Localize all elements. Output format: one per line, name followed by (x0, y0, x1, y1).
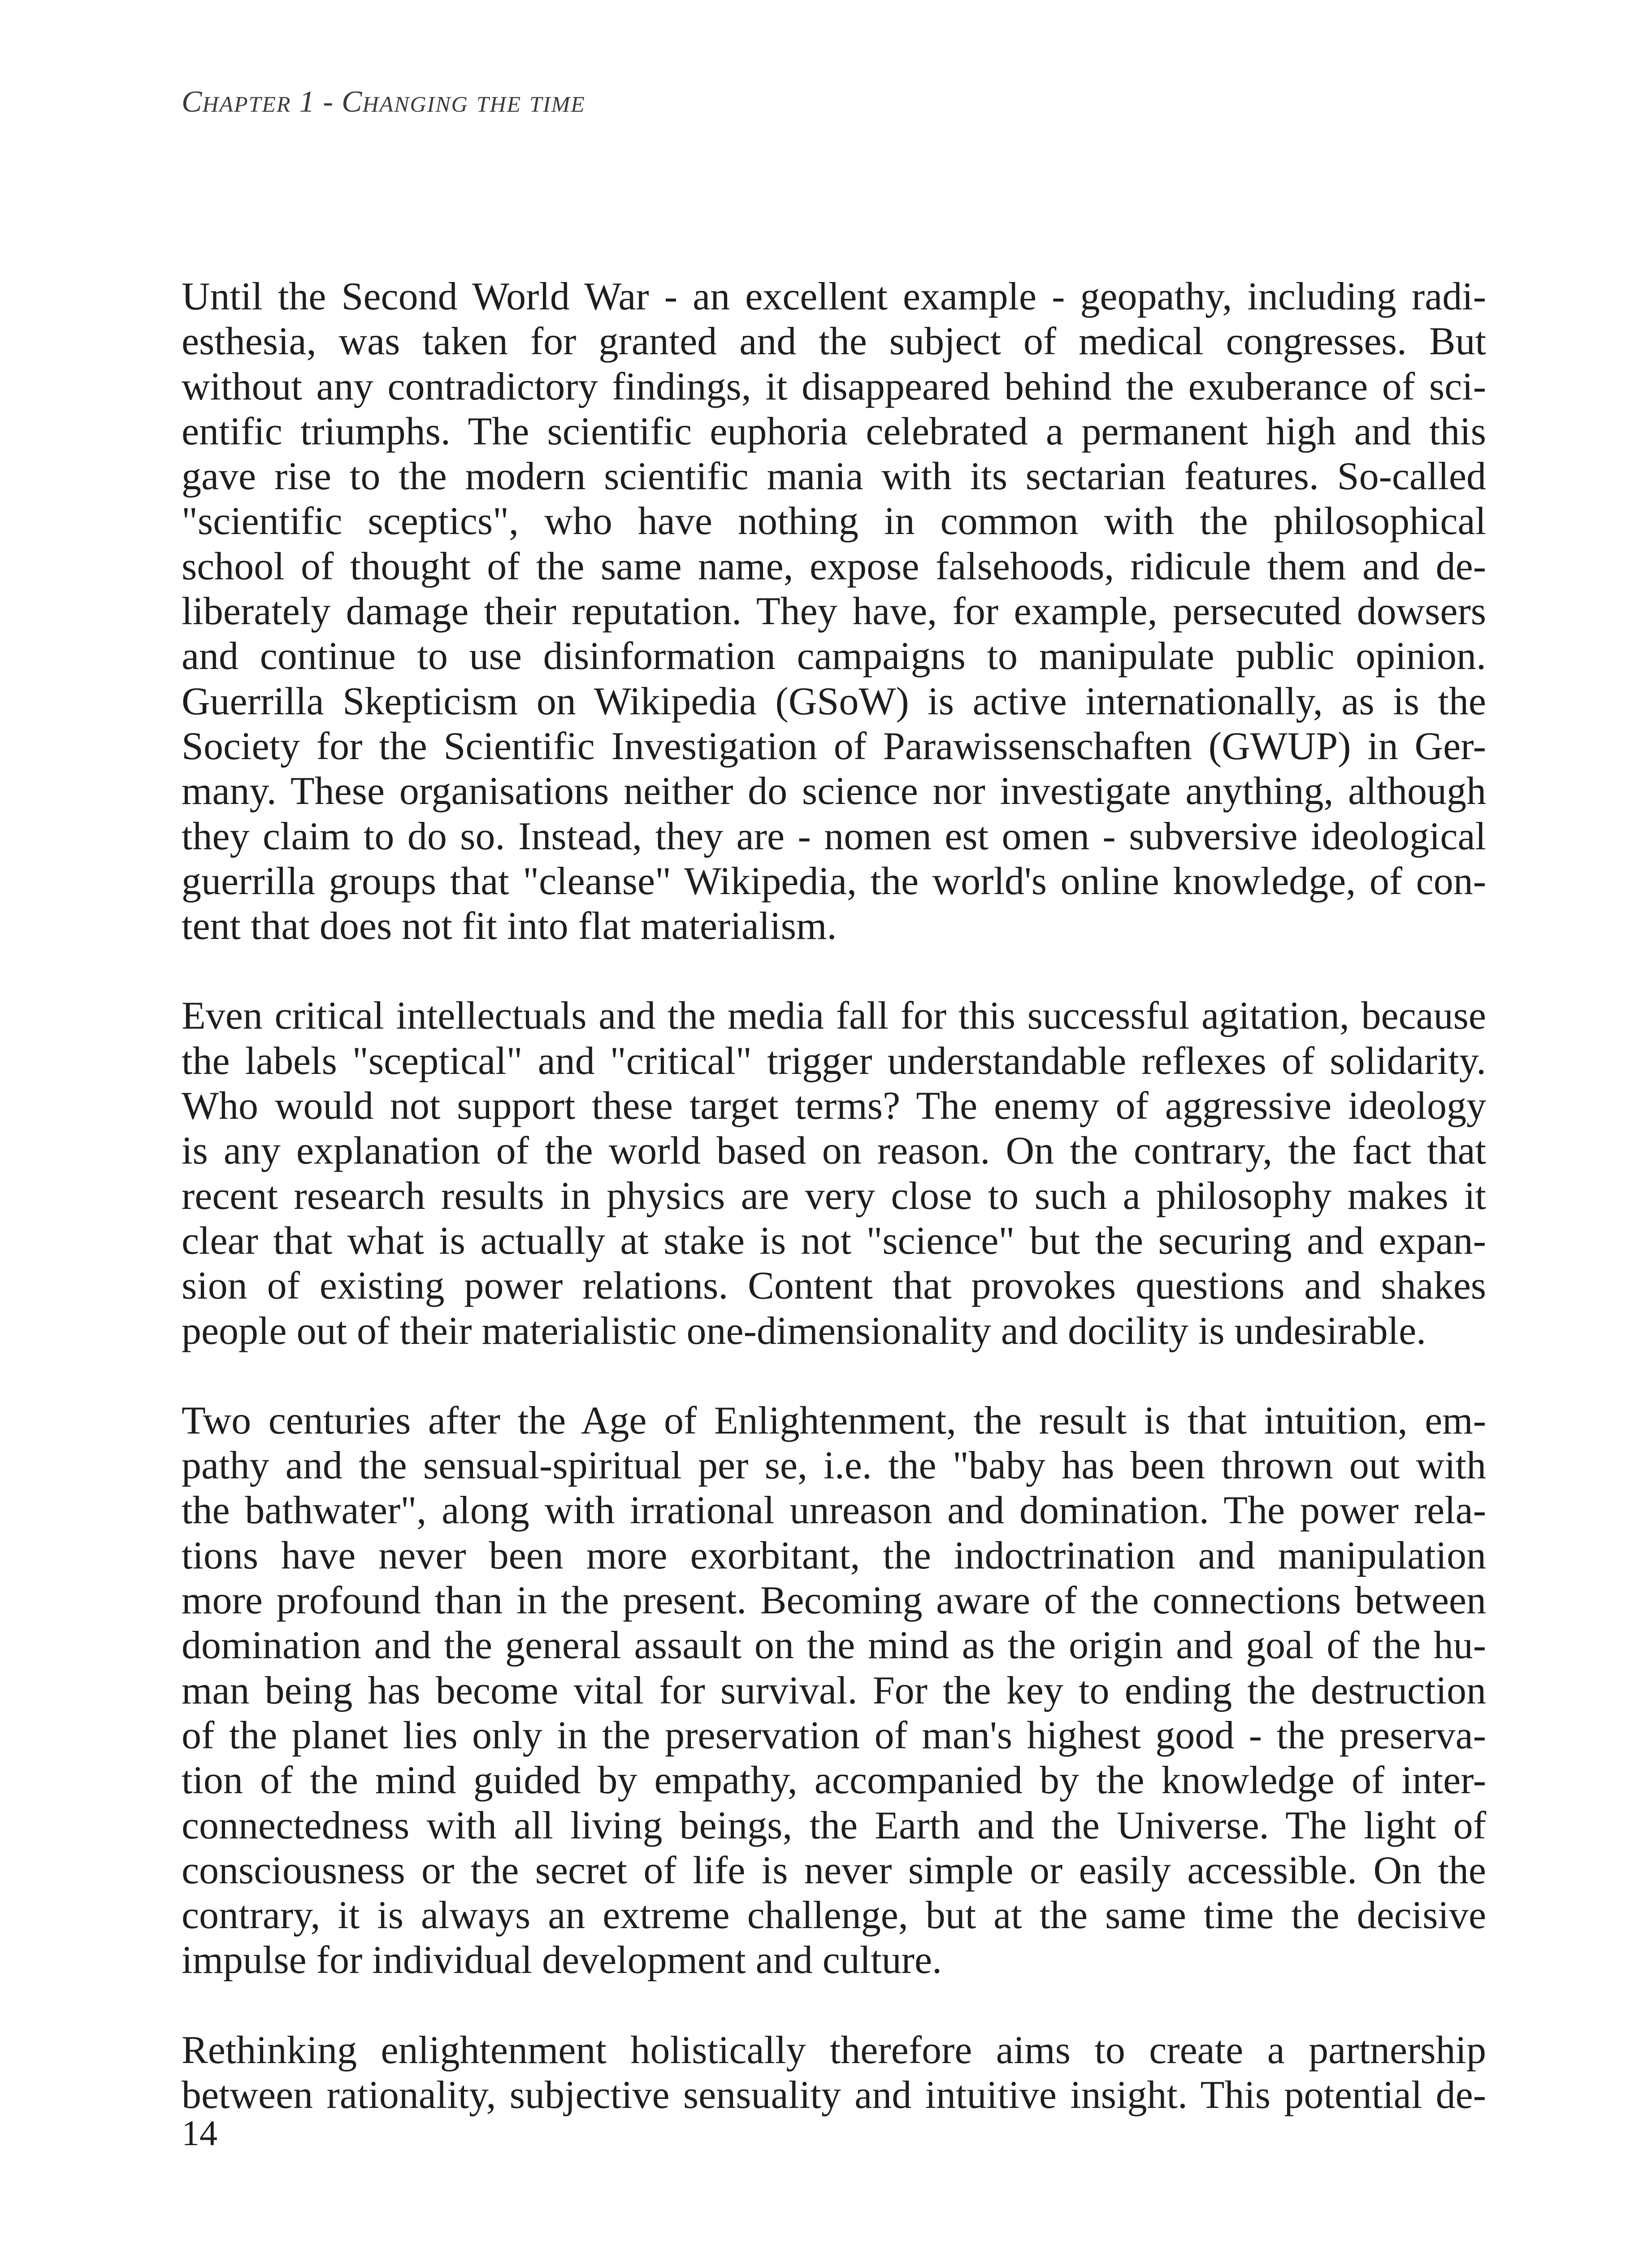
running-head-chapter-word: CHAPTER (182, 84, 291, 118)
text-line: esthesia, was taken for granted and the subject of medical congresses. But (182, 320, 1486, 364)
text-line: and continue to use disinformation campaigns to manipulate public opinion. (182, 634, 1486, 678)
running-head-chapter-number: 1 (299, 84, 315, 118)
text-line: tion of the mind guided by empathy, accompanied by the knowledge of inter- (182, 1759, 1486, 1803)
text-line: Society for the Scientific Investigation of Parawissenschaften (GWUP) in Ger- (182, 724, 1486, 768)
body-text (182, 274, 1486, 2163)
page-number: 14 (182, 2114, 217, 2153)
paragraph (182, 994, 1486, 1353)
text-line: tions have never been more exorbitant, the indoctrination and manipulation (182, 1534, 1486, 1577)
text-line: Rethinking enlightenment holistically therefore aims to create a partnership (182, 2028, 1486, 2072)
text-line: more profound than in the present. Becoming aware of the connections between (182, 1579, 1486, 1623)
text-line: domination and the general assault on the mind as the origin and goal of the hu- (182, 1624, 1486, 1668)
text-line: sion of existing power relations. Content that provokes questions and shakes (182, 1264, 1486, 1308)
text-line: impulse for individual development and culture. (182, 1938, 942, 1982)
running-head-separator: - (323, 84, 334, 118)
paragraph (182, 1399, 1486, 1983)
text-line: the bathwater", along with irrational unreason and domination. The power rela- (182, 1489, 1486, 1533)
running-head (182, 86, 585, 117)
text-line: people out of their materialistic one-dimensionality and docility is undesirable. (182, 1309, 1427, 1353)
text-line: recent research results in physics are very close to such a philosophy makes it (182, 1174, 1486, 1218)
text-line: connectedness with all living beings, the Earth and the Universe. The light of (182, 1803, 1486, 1847)
text-line: contrary, it is always an extreme challenge, but at the same time the decisive (182, 1894, 1486, 1938)
text-line: "scientific sceptics", who have nothing in common with the philosophical (182, 500, 1486, 543)
text-line: school of thought of the same name, expose falsehoods, ridicule them and de- (182, 544, 1486, 588)
text-line: without any contradictory findings, it disappeared behind the exuberance of sci- (182, 365, 1486, 408)
text-line: Who would not support these target terms? The enemy of aggressive ideology (182, 1084, 1486, 1128)
text-line: pathy and the sensual-spiritual per se, i.e. the "baby has been thrown out with (182, 1444, 1486, 1488)
text-line: between rationality, subjective sensuality and intuitive insight. This potential de- (182, 2073, 1486, 2117)
text-line: many. These organisations neither do science nor investigate anything, although (182, 769, 1486, 813)
paragraph (182, 274, 1486, 949)
text-line: entific triumphs. The scientific euphoria celebrated a permanent high and this (182, 409, 1486, 453)
text-line: they claim to do so. Instead, they are - nomen est omen - subversive ideological (182, 814, 1486, 858)
text-line: of the planet lies only in the preservation of man's highest good - the preserva- (182, 1713, 1486, 1757)
text-line: Guerrilla Skepticism on Wikipedia (GSoW) is active internationally, as is the (182, 679, 1486, 723)
text-line: guerrilla groups that "cleanse" Wikipedia, the world's online knowledge, of con- (182, 859, 1486, 903)
text-line: Two centuries after the Age of Enlightenment, the result is that intuition, em- (182, 1399, 1486, 1443)
text-line: clear that what is actually at stake is not "science" but the securing and expan- (182, 1219, 1486, 1263)
text-line: is any explanation of the world based on reason. On the contrary, the fact that (182, 1129, 1486, 1173)
text-line: man being has become vital for survival. For the key to ending the destruction (182, 1668, 1486, 1712)
running-head-chapter-title: CHANGING THE TIME (342, 84, 585, 118)
text-line: consciousness or the secret of life is never simple or easily accessible. On the (182, 1848, 1486, 1892)
text-line: Even critical intellectuals and the media fall for this successful agitation, because (182, 994, 1486, 1038)
text-line: tent that does not fit into flat materialism. (182, 904, 837, 948)
text-line: gave rise to the modern scientific mania with its sectarian features. So-called (182, 455, 1486, 499)
paragraph (182, 2028, 1486, 2118)
text-line: liberately damage their reputation. They have, for example, persecuted dowsers (182, 590, 1486, 634)
text-line: the labels "sceptical" and "critical" trigger understandable reflexes of solidarity. (182, 1039, 1486, 1083)
text-line: Until the Second World War - an excellent example - geopathy, including radi- (182, 275, 1486, 318)
